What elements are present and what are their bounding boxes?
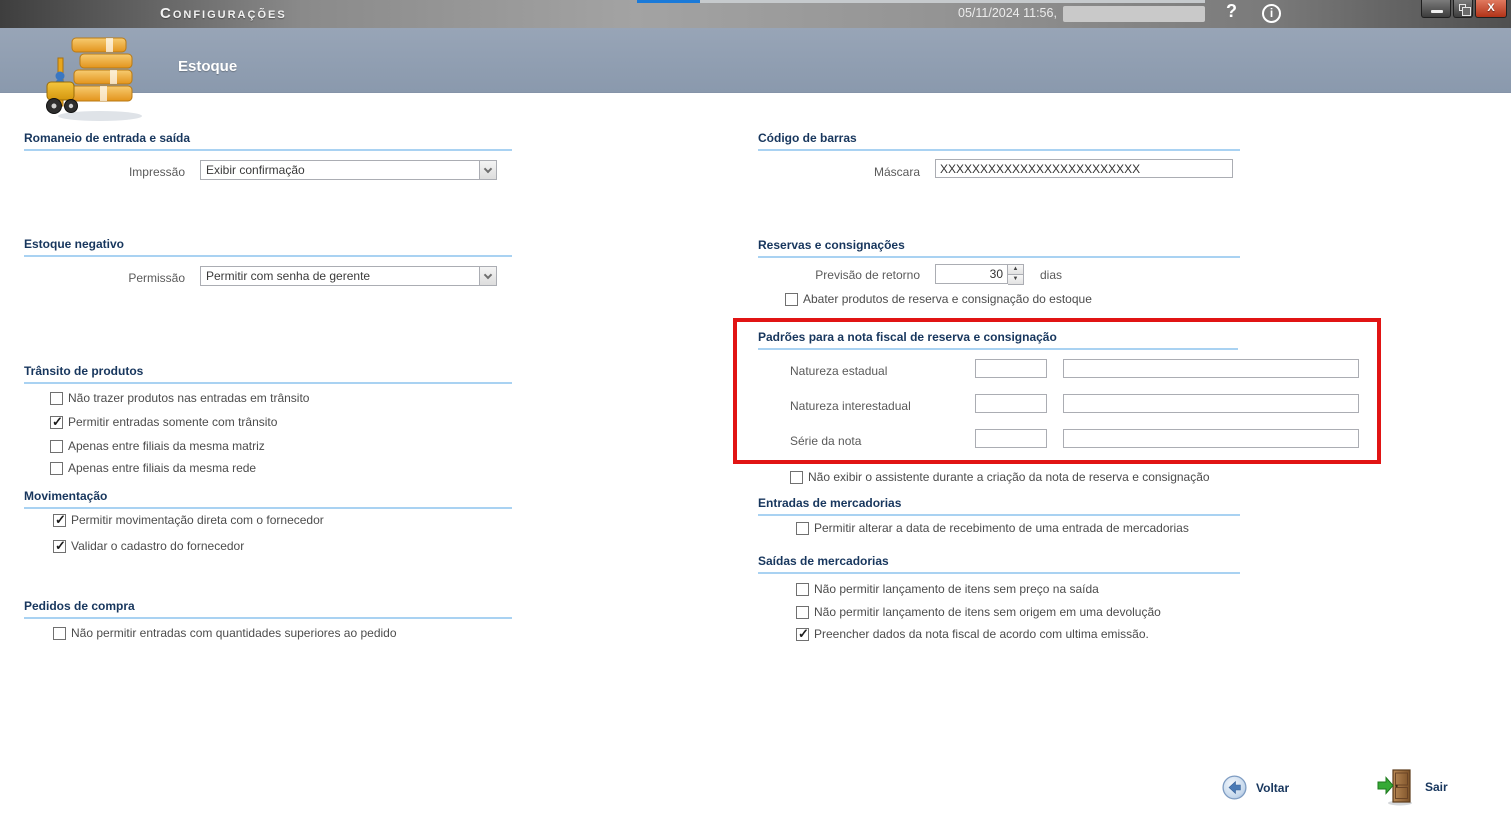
checkbox-label: Apenas entre filiais da mesma matriz [68,439,265,453]
section-codigo-barras: Código de barras [758,131,1240,151]
maximize-button[interactable] [1453,0,1473,18]
checkbox-row[interactable] [50,415,277,429]
natureza-estadual-code-input[interactable] [975,359,1047,378]
checkbox-row[interactable] [50,439,265,453]
natureza-interestadual-code-input[interactable] [975,394,1047,413]
window-controls [1421,0,1507,18]
window-title: Configurações [160,5,287,22]
checkbox-row[interactable] [796,582,1099,596]
page-title: Estoque [178,58,238,75]
checkbox-row[interactable] [50,391,309,405]
permissao-select-button[interactable] [479,267,496,285]
section-padroes-nota-fiscal: Padrões para a nota fiscal de reserva e consignação [758,330,1238,350]
checkbox-label: Não trazer produtos nas entradas em trânsito [68,391,310,405]
serie-da-nota-code-input[interactable] [975,429,1047,448]
checkbox[interactable] [50,462,63,475]
sair-label: Sair [1425,780,1448,794]
checkbox-row[interactable] [53,513,324,527]
impressao-select-button[interactable] [479,161,496,179]
section-estoque-negativo: Estoque negativo [24,237,512,257]
checkbox-label: Apenas entre filiais da mesma rede [68,461,257,475]
checkbox-label: Não permitir lançamento de itens sem preço na saída [814,582,1099,596]
previsao-retorno-stepper[interactable] [935,264,1024,284]
impressao-select[interactable] [200,160,497,180]
close-button[interactable]: X [1475,0,1507,18]
top-blue-strip [637,0,700,3]
previsao-retorno-input[interactable] [935,264,1008,284]
exit-door-icon [1376,768,1416,806]
impressao-label: Impressão [128,165,185,179]
checkbox[interactable] [50,416,63,429]
natureza-estadual-desc-input[interactable] [1063,359,1359,378]
dias-label: dias [1040,268,1063,282]
checkbox-row[interactable] [53,626,397,640]
checkbox[interactable] [53,514,66,527]
maximize-icon [1459,4,1466,11]
checkbox[interactable] [53,627,66,640]
voltar-button[interactable] [1222,775,1289,800]
checkbox[interactable] [796,606,809,619]
stepper-down-icon[interactable]: ▼ [1008,274,1024,285]
mascara-input[interactable] [935,159,1233,178]
voltar-label: Voltar [1256,780,1290,795]
checkbox[interactable] [796,522,809,535]
checkbox[interactable] [53,540,66,553]
section-pedidos: Pedidos de compra [24,599,512,619]
checkbox-row[interactable] [53,539,244,553]
minimize-button[interactable] [1421,0,1451,18]
section-reservas: Reservas e consignações [758,238,1240,258]
titlebar [0,0,1511,28]
stepper-up-icon[interactable]: ▲ [1008,264,1024,274]
checkbox-label: Permitir alterar a data de recebimento de uma entrada de mercadorias [814,521,1189,535]
datetime-label: 05/11/2024 11:56, [958,6,1057,20]
help-icon[interactable]: ? [1226,1,1237,21]
chevron-down-icon [484,270,492,278]
stock-forklift-icon [42,36,154,122]
checkbox-row[interactable] [785,292,1092,306]
chevron-down-icon [484,164,492,172]
checkbox-label: Não exibir o assistente durante a criação da nota de reserva e consignação [808,470,1210,484]
checkbox[interactable] [50,440,63,453]
checkbox[interactable] [796,583,809,596]
previsao-retorno-label: Previsão de retorno [815,268,920,282]
checkbox-label: Preencher dados da nota fiscal de acordo com ultima emissão. [814,627,1149,641]
checkbox-label: Validar o cadastro do fornecedor [71,539,245,553]
checkbox[interactable] [785,293,798,306]
checkbox[interactable] [50,392,63,405]
checkbox-label: Abater produtos de reserva e consignação do estoque [803,292,1092,306]
permissao-label: Permissão [128,271,185,285]
serie-da-nota-desc-input[interactable] [1063,429,1359,448]
impressao-select-value: Exibir confirmação [206,163,305,177]
checkbox-row[interactable] [796,605,1161,619]
mascara-label: Máscara [873,165,920,179]
section-entradas-mercadorias: Entradas de mercadorias [758,496,1240,516]
user-info-redacted [1063,6,1205,22]
permissao-select[interactable] [200,266,497,286]
checkbox-row[interactable] [796,627,1149,641]
sair-button[interactable] [1376,768,1448,806]
section-saidas-mercadorias: Saídas de mercadorias [758,554,1240,574]
checkbox-row[interactable] [50,461,256,475]
checkbox[interactable] [790,471,803,484]
checkbox-label: Não permitir lançamento de itens sem origem em uma devolução [814,605,1161,619]
info-icon[interactable]: i [1262,4,1281,23]
back-arrow-icon [1222,775,1247,800]
section-transito: Trânsito de produtos [24,364,512,384]
section-romaneio: Romaneio de entrada e saída [24,131,512,151]
natureza-estadual-label: Natureza estadual [790,364,888,378]
checkbox-label: Permitir movimentação direta com o fornecedor [71,513,324,527]
natureza-interestadual-label: Natureza interestadual [790,399,911,413]
permissao-select-value: Permitir com senha de gerente [206,269,371,283]
stepper-buttons [1008,264,1024,284]
minimize-icon [1431,10,1443,13]
checkbox-label: Não permitir entradas com quantidades superiores ao pedido [71,626,397,640]
natureza-interestadual-desc-input[interactable] [1063,394,1359,413]
top-gray-strip [700,0,1205,3]
checkbox-row[interactable] [796,521,1189,535]
checkbox[interactable] [796,628,809,641]
checkbox-label: Permitir entradas somente com trânsito [68,415,278,429]
checkbox-row[interactable] [790,470,1210,484]
serie-da-nota-label: Série da nota [790,434,862,448]
section-movimentacao: Movimentação [24,489,512,509]
